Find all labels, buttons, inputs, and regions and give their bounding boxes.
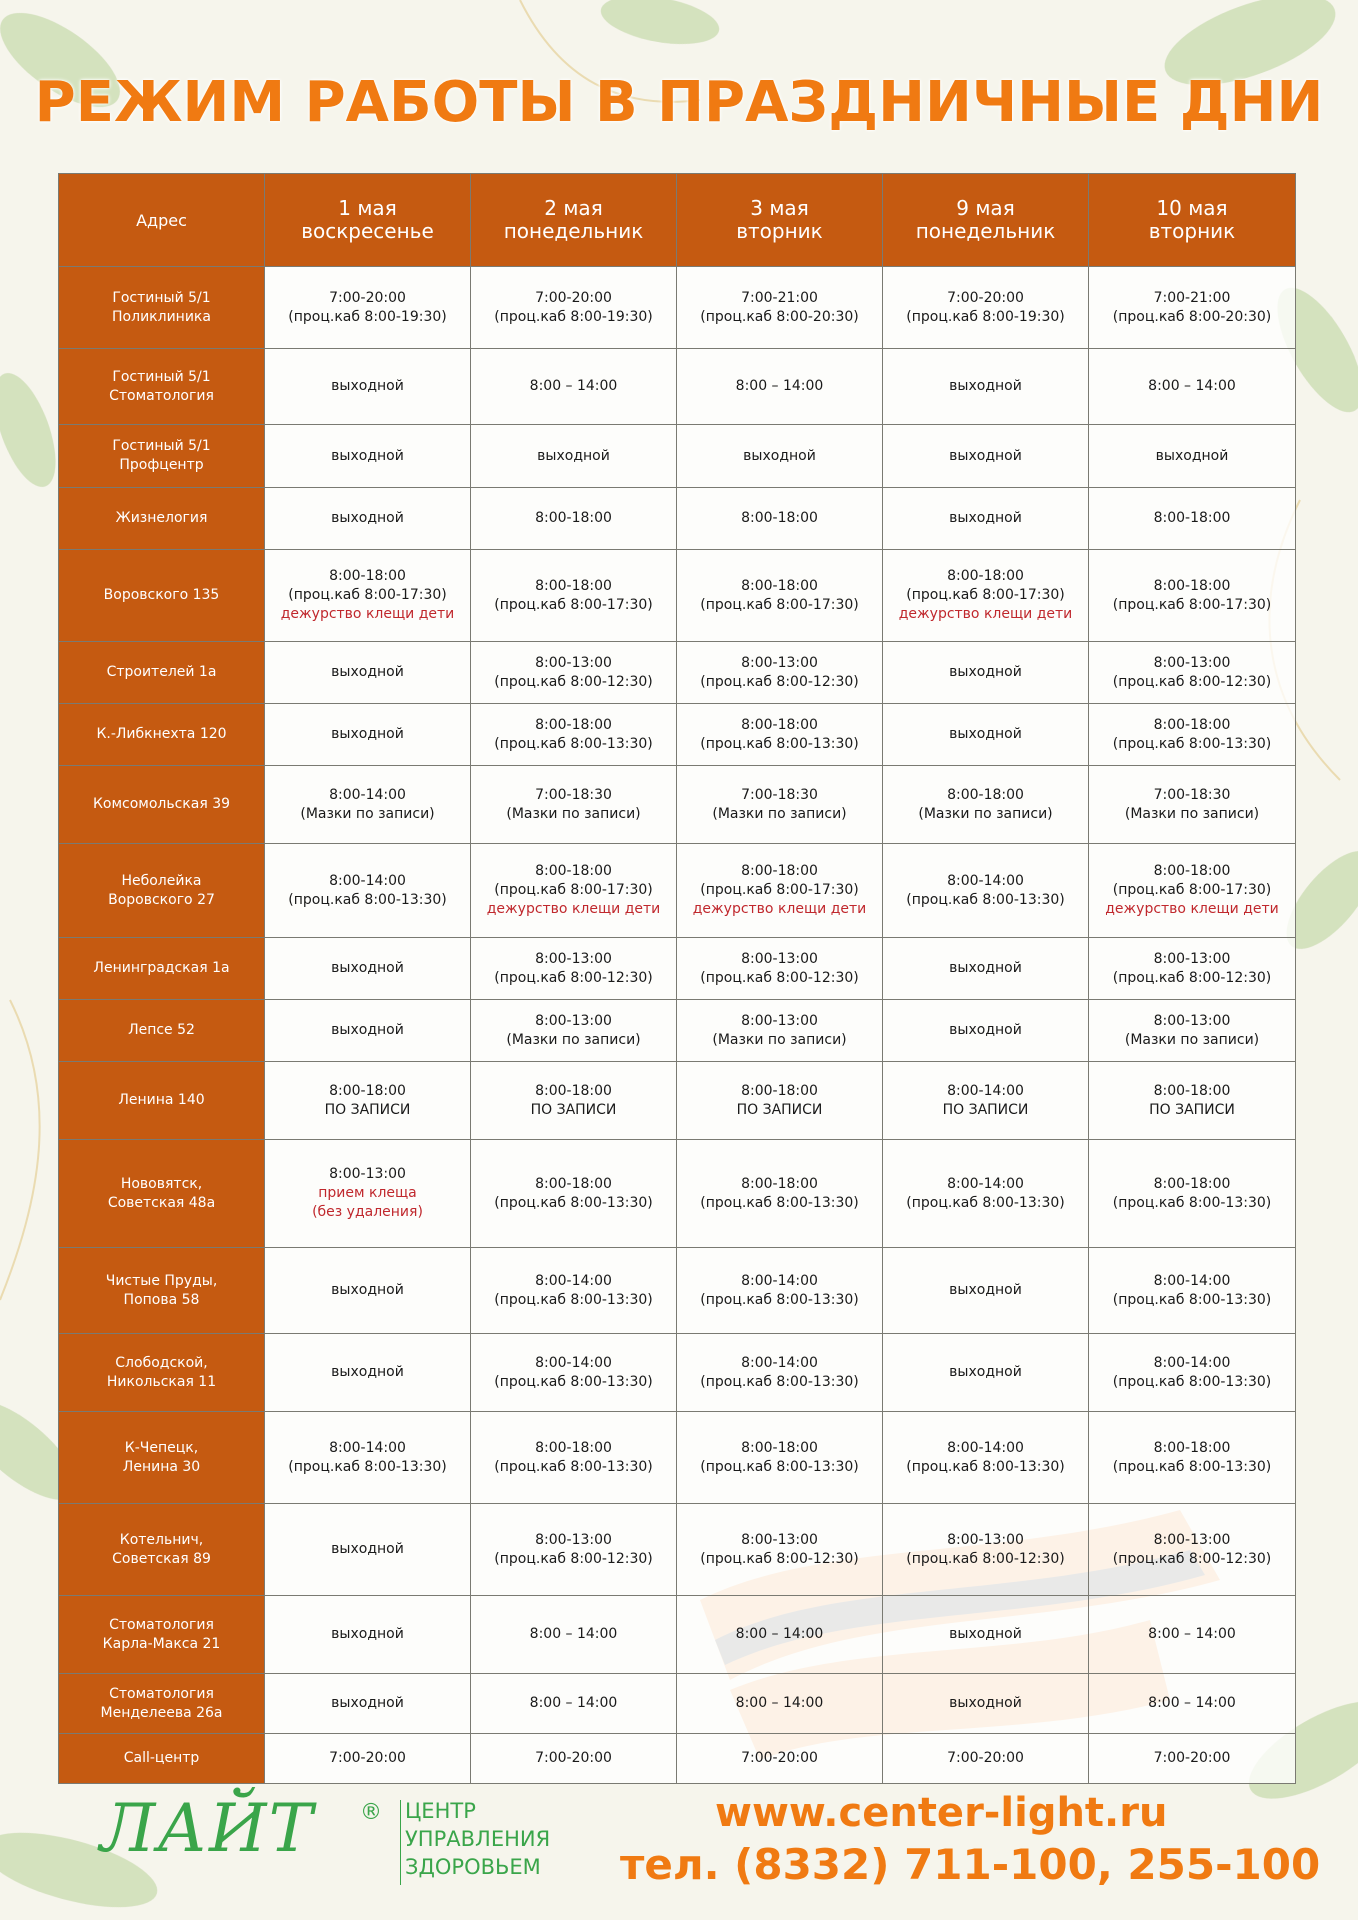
address-cell: Гостиный 5/1 Стоматология <box>59 349 265 425</box>
schedule-cell: выходной <box>883 1248 1089 1334</box>
schedule-cell: 8:00-13:00 (Мазки по записи) <box>677 1000 883 1062</box>
schedule-cell: выходной <box>883 488 1089 550</box>
day-header: 3 мая вторник <box>677 174 883 267</box>
schedule-cell: 8:00-18:00 ПО ЗАПИСИ <box>471 1062 677 1140</box>
schedule-cell: выходной <box>265 938 471 1000</box>
schedule-cell: 8:00-13:00 (проц.каб 8:00-12:30) <box>471 642 677 704</box>
schedule-cell: выходной <box>883 1674 1089 1734</box>
schedule-cell: выходной <box>883 1334 1089 1412</box>
schedule-cell: 8:00-13:00 (проц.каб 8:00-12:30) <box>677 642 883 704</box>
schedule-cell: выходной <box>471 425 677 488</box>
schedule-cell: выходной <box>883 704 1089 766</box>
phone-numbers: тел. (8332) 711-100, 255-100 <box>620 1840 1321 1889</box>
schedule-cell: 8:00-18:00 <box>471 488 677 550</box>
logo: ЛАЙТ <box>100 1790 315 1867</box>
schedule-cell: 8:00-13:00 (проц.каб 8:00-12:30) <box>883 1504 1089 1596</box>
table-row <box>59 1334 1296 1412</box>
schedule-cell: 8:00-14:00 (проц.каб 8:00-13:30) <box>1089 1334 1296 1412</box>
schedule-cell: 8:00-18:00 (проц.каб 8:00-17:30) <box>1089 550 1296 642</box>
schedule-cell: выходной <box>265 1248 471 1334</box>
schedule-cell: 8:00-14:00 (Мазки по записи) <box>265 766 471 844</box>
address-cell: Гостиный 5/1 Профцентр <box>59 425 265 488</box>
schedule-cell: выходной <box>265 488 471 550</box>
schedule-cell: 8:00-18:00 <box>677 488 883 550</box>
schedule-cell: 7:00-20:00 <box>1089 1734 1296 1784</box>
schedule-cell: 8:00-18:00 (проц.каб 8:00-17:30) дежурство клещи дети <box>265 550 471 642</box>
table-row <box>59 550 1296 642</box>
table-row <box>59 1734 1296 1784</box>
schedule-cell: 8:00-14:00 (проц.каб 8:00-13:30) <box>471 1248 677 1334</box>
schedule-cell: выходной <box>265 1000 471 1062</box>
schedule-cell: 8:00-18:00 (проц.каб 8:00-17:30) дежурство клещи дети <box>1089 844 1296 938</box>
schedule-cell: 8:00-14:00 (проц.каб 8:00-13:30) <box>265 844 471 938</box>
schedule-cell: 7:00-20:00 (проц.каб 8:00-19:30) <box>265 267 471 349</box>
schedule-cell: 8:00-14:00 (проц.каб 8:00-13:30) <box>1089 1248 1296 1334</box>
schedule-cell: 8:00-18:00 (проц.каб 8:00-17:30) дежурство клещи дети <box>677 844 883 938</box>
duty-note: дежурство клещи дети <box>1105 901 1279 917</box>
schedule-cell: выходной <box>883 1000 1089 1062</box>
day-header: 9 мая понедельник <box>883 174 1089 267</box>
schedule-cell: 7:00-18:30 (Мазки по записи) <box>1089 766 1296 844</box>
schedule-cell: 8:00-18:00 (проц.каб 8:00-13:30) <box>1089 704 1296 766</box>
table-row <box>59 1412 1296 1504</box>
schedule-cell: 8:00-13:00 (Мазки по записи) <box>471 1000 677 1062</box>
schedule-cell: 8:00-14:00 (проц.каб 8:00-13:30) <box>883 1140 1089 1248</box>
schedule-cell: выходной <box>883 1596 1089 1674</box>
address-cell: Нововятск, Советская 48а <box>59 1140 265 1248</box>
schedule-cell: 8:00-14:00 (проц.каб 8:00-13:30) <box>883 844 1089 938</box>
address-cell: Строителей 1а <box>59 642 265 704</box>
schedule-cell: 8:00-13:00 (проц.каб 8:00-12:30) <box>677 1504 883 1596</box>
table-row <box>59 267 1296 349</box>
schedule-cell: 8:00-13:00 (проц.каб 8:00-12:30) <box>471 938 677 1000</box>
schedule-table <box>58 173 1296 1784</box>
address-cell: Стоматология Карла-Макса 21 <box>59 1596 265 1674</box>
schedule-cell: выходной <box>1089 425 1296 488</box>
table-row <box>59 766 1296 844</box>
address-cell: Слободской, Никольская 11 <box>59 1334 265 1412</box>
table-row <box>59 1062 1296 1140</box>
duty-note: дежурство клещи дети <box>486 901 661 917</box>
schedule-cell: выходной <box>883 349 1089 425</box>
duty-note: дежурство клещи дети <box>280 606 455 622</box>
duty-note: дежурство клещи дети <box>692 901 867 917</box>
address-cell: Ленинградская 1а <box>59 938 265 1000</box>
table-row <box>59 1248 1296 1334</box>
schedule-cell: 8:00 – 14:00 <box>677 1596 883 1674</box>
address-cell: Комсомольская 39 <box>59 766 265 844</box>
table-row <box>59 349 1296 425</box>
table-row <box>59 425 1296 488</box>
schedule-cell: 8:00-14:00 (проц.каб 8:00-13:30) <box>471 1334 677 1412</box>
schedule-cell: 8:00-14:00 (проц.каб 8:00-13:30) <box>677 1248 883 1334</box>
schedule-cell: выходной <box>883 938 1089 1000</box>
schedule-cell: 7:00-20:00 <box>471 1734 677 1784</box>
address-cell: Котельнич, Советская 89 <box>59 1504 265 1596</box>
schedule-cell: 8:00-18:00 (проц.каб 8:00-13:30) <box>471 1140 677 1248</box>
schedule-cell: 8:00-13:00 (проц.каб 8:00-12:30) <box>1089 642 1296 704</box>
schedule-cell: 7:00-18:30 (Мазки по записи) <box>677 766 883 844</box>
schedule-cell: 7:00-21:00 (проц.каб 8:00-20:30) <box>1089 267 1296 349</box>
address-cell: Call-центр <box>59 1734 265 1784</box>
schedule-cell: выходной <box>265 1334 471 1412</box>
table-row <box>59 642 1296 704</box>
schedule-cell: 8:00 – 14:00 <box>677 349 883 425</box>
table-row <box>59 1000 1296 1062</box>
address-cell: К.-Либкнехта 120 <box>59 704 265 766</box>
schedule-cell: выходной <box>883 425 1089 488</box>
schedule-cell: 7:00-20:00 <box>883 1734 1089 1784</box>
duty-note: (без удаления) <box>312 1204 423 1220</box>
table-row <box>59 1504 1296 1596</box>
schedule-cell: 8:00-18:00 (проц.каб 8:00-13:30) <box>1089 1412 1296 1504</box>
header-row <box>59 174 1296 267</box>
schedule-cell: 7:00-18:30 (Мазки по записи) <box>471 766 677 844</box>
table-row <box>59 488 1296 550</box>
schedule-cell: 8:00-13:00 (проц.каб 8:00-12:30) <box>1089 1504 1296 1596</box>
page-title: РЕЖИМ РАБОТЫ В ПРАЗДНИЧНЫЕ ДНИ <box>34 70 1324 135</box>
table-row <box>59 704 1296 766</box>
table-row <box>59 938 1296 1000</box>
schedule-cell: 8:00 – 14:00 <box>471 349 677 425</box>
schedule-cell: выходной <box>265 704 471 766</box>
table-row <box>59 844 1296 938</box>
day-header: 10 мая вторник <box>1089 174 1296 267</box>
website-link[interactable]: www.center-light.ru <box>715 1790 1168 1836</box>
schedule-cell: выходной <box>265 642 471 704</box>
address-cell: Лепсе 52 <box>59 1000 265 1062</box>
address-cell: Гостиный 5/1 Поликлиника <box>59 267 265 349</box>
schedule-cell: выходной <box>265 1504 471 1596</box>
schedule-cell: выходной <box>265 425 471 488</box>
logo-registered-mark: ® <box>360 1800 382 1825</box>
schedule-cell: выходной <box>265 1596 471 1674</box>
schedule-cell: 8:00-18:00 <box>1089 488 1296 550</box>
address-cell: Ленина 140 <box>59 1062 265 1140</box>
logo-divider <box>400 1800 401 1885</box>
schedule-cell: 8:00-18:00 (проц.каб 8:00-17:30) <box>471 550 677 642</box>
schedule-cell: 8:00-18:00 (проц.каб 8:00-13:30) <box>677 704 883 766</box>
schedule-cell: 8:00-18:00 (проц.каб 8:00-13:30) <box>1089 1140 1296 1248</box>
schedule-cell: 8:00-18:00 (проц.каб 8:00-13:30) <box>677 1140 883 1248</box>
schedule-cell: 8:00-14:00 (проц.каб 8:00-13:30) <box>265 1412 471 1504</box>
schedule-cell: 8:00-14:00 ПО ЗАПИСИ <box>883 1062 1089 1140</box>
duty-note: прием клеща <box>318 1185 417 1201</box>
schedule-cell: 8:00-13:00 (проц.каб 8:00-12:30) <box>677 938 883 1000</box>
address-cell: Стоматология Менделеева 26а <box>59 1674 265 1734</box>
address-cell: Неболейка Воровского 27 <box>59 844 265 938</box>
schedule-cell: 7:00-21:00 (проц.каб 8:00-20:30) <box>677 267 883 349</box>
schedule-cell: 8:00 – 14:00 <box>1089 1596 1296 1674</box>
table-row <box>59 1674 1296 1734</box>
schedule-cell: 7:00-20:00 (проц.каб 8:00-19:30) <box>471 267 677 349</box>
schedule-cell: 8:00-13:00 (проц.каб 8:00-12:30) <box>1089 938 1296 1000</box>
schedule-cell: 8:00 – 14:00 <box>677 1674 883 1734</box>
address-cell: Жизнелогия <box>59 488 265 550</box>
schedule-cell: 8:00-13:00 (проц.каб 8:00-12:30) <box>471 1504 677 1596</box>
address-cell: Чистые Пруды, Попова 58 <box>59 1248 265 1334</box>
schedule-cell: 8:00-13:00 прием клеща (без удаления) <box>265 1140 471 1248</box>
schedule-cell: выходной <box>265 349 471 425</box>
schedule-cell: 8:00-18:00 (Мазки по записи) <box>883 766 1089 844</box>
schedule-body <box>59 267 1296 1784</box>
schedule-cell: 8:00-18:00 (проц.каб 8:00-17:30) дежурство клещи дети <box>471 844 677 938</box>
schedule-cell: 8:00-18:00 ПО ЗАПИСИ <box>1089 1062 1296 1140</box>
schedule-cell: 7:00-20:00 <box>265 1734 471 1784</box>
schedule-cell: 8:00-18:00 (проц.каб 8:00-17:30) дежурство клещи дети <box>883 550 1089 642</box>
schedule-cell: 8:00 – 14:00 <box>471 1674 677 1734</box>
schedule-cell: 7:00-20:00 <box>677 1734 883 1784</box>
schedule-cell: 8:00-18:00 (проц.каб 8:00-13:30) <box>677 1412 883 1504</box>
schedule-cell: 8:00-18:00 ПО ЗАПИСИ <box>265 1062 471 1140</box>
logo-subtitle: ЦЕНТР УПРАВЛЕНИЯ ЗДОРОВЬЕМ <box>405 1799 551 1879</box>
table-row <box>59 1596 1296 1674</box>
schedule-cell: 8:00 – 14:00 <box>1089 1674 1296 1734</box>
schedule-cell: 8:00-14:00 (проц.каб 8:00-13:30) <box>883 1412 1089 1504</box>
schedule-cell: 8:00-18:00 (проц.каб 8:00-17:30) <box>677 550 883 642</box>
address-header: Адрес <box>59 174 265 267</box>
address-cell: Воровского 135 <box>59 550 265 642</box>
schedule-cell: 8:00-14:00 (проц.каб 8:00-13:30) <box>677 1334 883 1412</box>
duty-note: дежурство клещи дети <box>898 606 1073 622</box>
schedule-cell: 8:00 – 14:00 <box>1089 349 1296 425</box>
schedule-cell: выходной <box>677 425 883 488</box>
day-header: 2 мая понедельник <box>471 174 677 267</box>
schedule-cell: 8:00-18:00 (проц.каб 8:00-13:30) <box>471 1412 677 1504</box>
schedule-cell: 8:00-13:00 (Мазки по записи) <box>1089 1000 1296 1062</box>
day-header: 1 мая воскресенье <box>265 174 471 267</box>
schedule-cell: выходной <box>883 642 1089 704</box>
schedule-cell: 8:00-18:00 (проц.каб 8:00-13:30) <box>471 704 677 766</box>
table-row <box>59 1140 1296 1248</box>
address-cell: К-Чепецк, Ленина 30 <box>59 1412 265 1504</box>
schedule-cell: выходной <box>265 1674 471 1734</box>
schedule-cell: 8:00-18:00 ПО ЗАПИСИ <box>677 1062 883 1140</box>
schedule-cell: 8:00 – 14:00 <box>471 1596 677 1674</box>
schedule-cell: 7:00-20:00 (проц.каб 8:00-19:30) <box>883 267 1089 349</box>
